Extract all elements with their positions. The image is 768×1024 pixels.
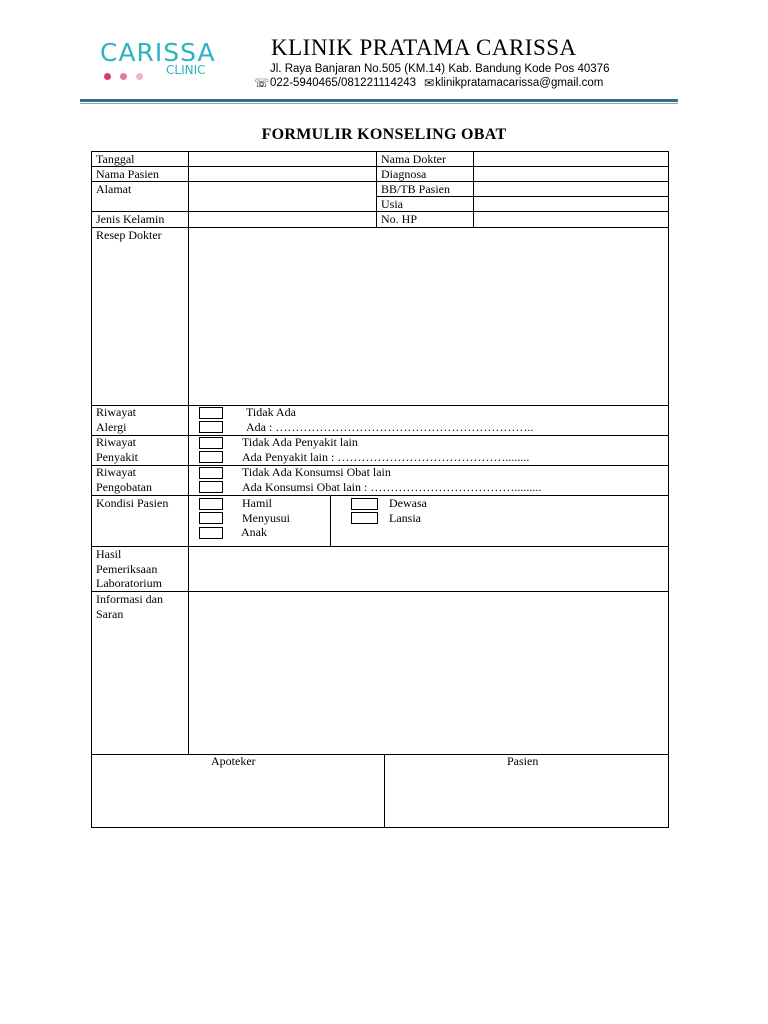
- label-hasil-3: Laboratorium: [96, 576, 162, 590]
- label-saran: Saran: [96, 607, 124, 621]
- logo-dot: [136, 73, 143, 80]
- label-kondisi-pasien: Kondisi Pasien: [96, 496, 169, 510]
- logo-dot: [104, 73, 111, 80]
- checkbox-hamil[interactable]: [199, 498, 223, 510]
- row-line: [91, 435, 669, 436]
- logo-dot: [120, 73, 127, 80]
- option-lansia: Lansia: [389, 511, 421, 525]
- label-jenis-kelamin: Jenis Kelamin: [96, 212, 165, 226]
- form-border: [91, 151, 669, 152]
- checkbox-obat-none[interactable]: [199, 467, 223, 479]
- label-nama-pasien: Nama Pasien: [96, 167, 159, 181]
- col-line: [188, 405, 189, 754]
- clinic-email: klinikpratamacarissa@gmail.com: [435, 77, 604, 89]
- label-informasi: Informasi dan: [96, 592, 163, 606]
- checkbox-alergi-none[interactable]: [199, 407, 223, 419]
- row-line: [188, 211, 669, 212]
- mail-icon: ✉: [424, 76, 435, 90]
- row-line: [91, 591, 669, 592]
- form-title: FORMULIR KONSELING OBAT: [261, 126, 507, 143]
- label-tanggal: Tanggal: [96, 152, 135, 166]
- option-anak: Anak: [241, 525, 267, 539]
- row-line: [91, 405, 669, 406]
- label-diagnosa: Diagnosa: [381, 167, 427, 181]
- label-bbtb: BB/TB Pasien: [381, 182, 451, 196]
- option-obat-ada: Ada Konsumsi Obat lain : ……………………………….........: [242, 480, 542, 494]
- phone-icon: ☏: [254, 76, 270, 90]
- label-riwayat-alergi-2: Alergi: [96, 420, 127, 434]
- row-line: [91, 227, 669, 228]
- label-riwayat-penyakit-2: Penyakit: [96, 450, 138, 464]
- checkbox-menyusui[interactable]: [199, 512, 223, 524]
- option-alergi-ada: Ada : ………………………………………………………..: [246, 420, 534, 434]
- label-riwayat-pengobatan-2: Pengobatan: [96, 480, 152, 494]
- label-riwayat-pengobatan: Riwayat: [96, 465, 136, 479]
- form-border: [668, 151, 669, 828]
- checkbox-alergi-ada[interactable]: [199, 421, 223, 433]
- label-apoteker: Apoteker: [211, 754, 256, 768]
- col-line: [188, 227, 189, 405]
- col-line: [330, 495, 331, 546]
- label-pasien: Pasien: [507, 754, 539, 768]
- label-riwayat-alergi: Riwayat: [96, 405, 136, 419]
- label-riwayat-penyakit: Riwayat: [96, 435, 136, 449]
- row-line: [377, 196, 669, 197]
- label-hasil-2: Pemeriksaan: [96, 562, 158, 576]
- row-line: [91, 754, 669, 755]
- logo-dots: [104, 67, 152, 85]
- checkbox-dewasa[interactable]: [351, 498, 378, 510]
- row-line: [91, 495, 669, 496]
- col-line: [473, 151, 474, 227]
- option-menyusui: Menyusui: [242, 511, 290, 525]
- form-border: [91, 151, 92, 828]
- checkbox-lansia[interactable]: [351, 512, 378, 524]
- col-line: [376, 151, 377, 227]
- label-usia: Usia: [381, 197, 403, 211]
- label-hasil: Hasil: [96, 547, 122, 561]
- option-obat-none: Tidak Ada Konsumsi Obat lain: [242, 465, 391, 479]
- label-alamat: Alamat: [96, 182, 132, 196]
- row-line: [91, 166, 669, 167]
- clinic-logo: [100, 40, 230, 80]
- checkbox-penyakit-ada[interactable]: [199, 451, 223, 463]
- counseling-form: [91, 151, 669, 828]
- option-penyakit-none: Tidak Ada Penyakit lain: [242, 435, 358, 449]
- col-line: [384, 754, 385, 828]
- col-line: [188, 151, 189, 227]
- checkbox-obat-ada[interactable]: [199, 481, 223, 493]
- option-dewasa: Dewasa: [389, 496, 427, 510]
- option-penyakit-ada: Ada Penyakit lain : ……………………………………........: [242, 450, 530, 464]
- header-rule: [80, 99, 678, 102]
- clinic-phone: 022-5940465/081221114243: [270, 77, 417, 89]
- label-nama-dokter: Nama Dokter: [381, 152, 446, 166]
- checkbox-penyakit-none[interactable]: [199, 437, 223, 449]
- label-no-hp: No. HP: [381, 212, 418, 226]
- clinic-name: KLINIK PRATAMA CARISSA: [271, 35, 577, 60]
- row-line: [91, 546, 669, 547]
- clinic-contact: [254, 76, 603, 90]
- label-resep: Resep Dokter: [96, 228, 162, 242]
- logo-brand-text: CARISSA: [100, 38, 216, 67]
- form-border: [91, 827, 669, 828]
- checkbox-anak[interactable]: [199, 527, 223, 539]
- logo-sub-text: CLINIC: [166, 63, 206, 77]
- option-hamil: Hamil: [242, 496, 272, 510]
- clinic-address: Jl. Raya Banjaran No.505 (KM.14) Kab. Bandung Kode Pos 40376: [270, 63, 610, 75]
- option-alergi-none: Tidak Ada: [246, 405, 296, 419]
- header-rule-thin: [80, 103, 678, 104]
